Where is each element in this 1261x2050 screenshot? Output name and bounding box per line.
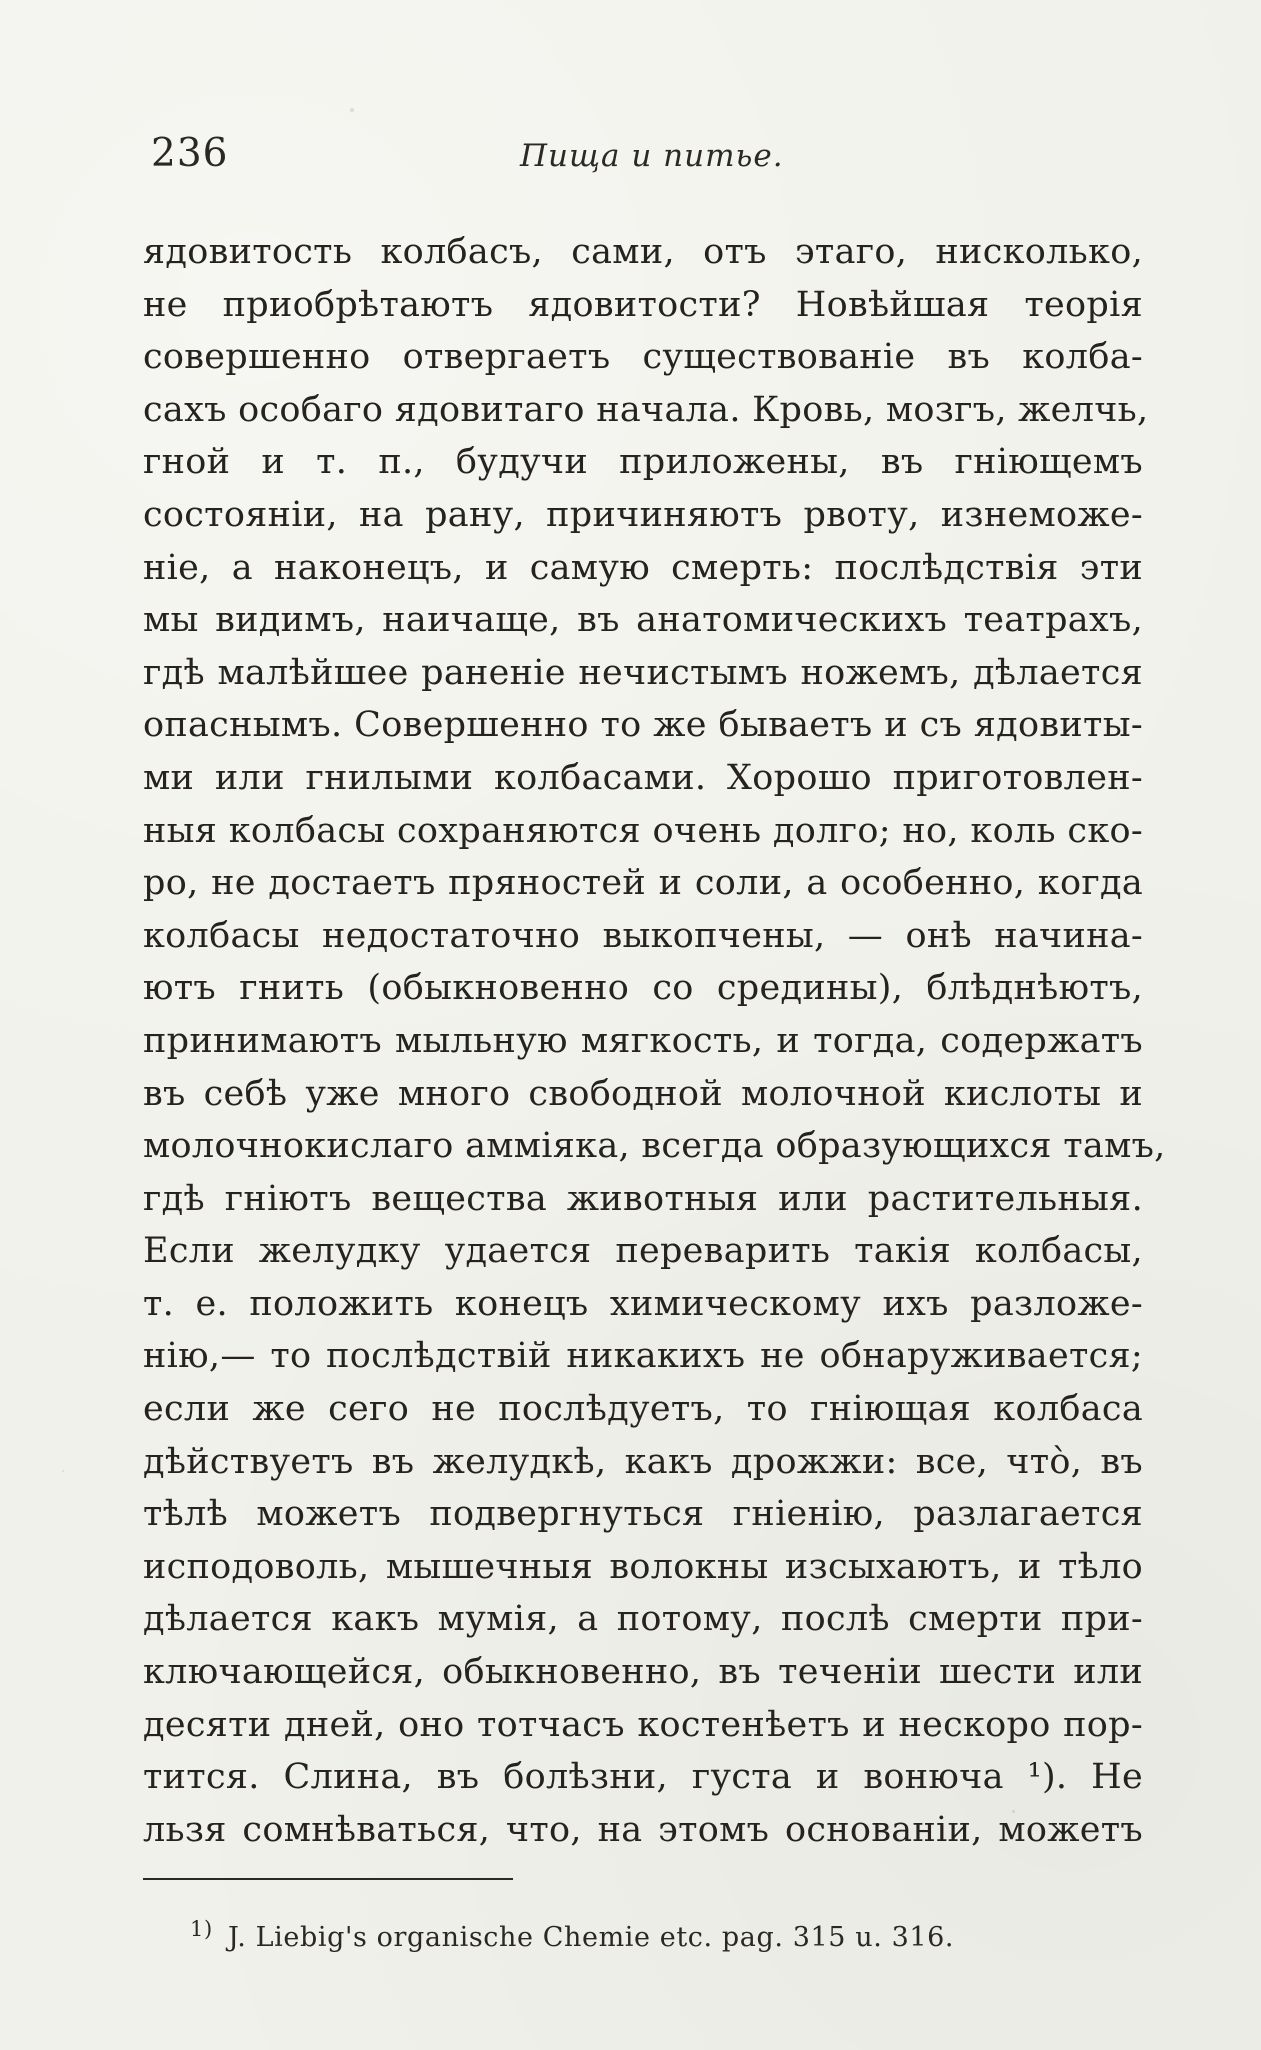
text-line: дѣйствуетъ въ желудкѣ, какъ дрожжи: все, что̀, въ	[143, 1441, 1143, 1482]
text-line: ютъ гнить (обыкновенно со средины), блѣднѣютъ,	[143, 968, 1143, 1009]
text-line: Если желудку удается переварить такія колбасы,	[143, 1231, 1143, 1272]
text-line: гдѣ гніютъ вещества животныя или растительныя.	[143, 1178, 1143, 1219]
text-line: исподоволь, мышечныя волокны изсыхаютъ, и тѣло	[143, 1546, 1143, 1587]
text-line: состояніи, на рану, причиняютъ рвоту, изнеможе-	[143, 494, 1143, 535]
running-head: Пища и питье.	[520, 138, 784, 174]
footnote-marker: 1)	[190, 1917, 213, 1941]
footnote-text: J. Liebig's organische Chemie etc. pag. 315 u. 316.	[227, 1922, 955, 1953]
footnote	[190, 1917, 954, 1953]
text-line: мы видимъ, наичаще, въ анатомическихъ театрахъ,	[143, 600, 1143, 641]
text-line: ро, не достаетъ пряностей и соли, а особенно, когда	[143, 863, 1143, 904]
text-line: совершенно отвергаетъ существованіе въ колба-	[143, 337, 1143, 378]
paper-speck	[350, 108, 354, 112]
text-line: тѣлѣ можетъ подвергнуться гніенію, разлагается	[143, 1494, 1143, 1535]
text-line: ми или гнилыми колбасами. Хорошо приготовлен-	[143, 757, 1143, 798]
text-line: тится. Слина, въ болѣзни, густа и вонюча ¹). Не	[143, 1757, 1143, 1798]
text-line: сахъ особаго ядовитаго начала. Кровь, мозгъ, желчь,	[143, 389, 1149, 430]
text-line: нію,— то послѣдствій никакихъ не обнаруживается;	[143, 1336, 1143, 1377]
text-line: колбасы недостаточно выкопчены, — онѣ начина-	[143, 915, 1143, 956]
text-line: принимаютъ мыльную мягкость, и тогда, содержатъ	[143, 1020, 1143, 1061]
text-line: въ себѣ уже много свободной молочной кислоты и	[143, 1073, 1143, 1114]
text-line: опаснымъ. Совершенно то же бываетъ и съ ядовиты-	[143, 705, 1143, 746]
main-paragraph	[143, 226, 1166, 1856]
text-line: десяти дней, оно тотчасъ костенѣетъ и нескоро пор-	[143, 1704, 1143, 1745]
text-line: т. е. положить конецъ химическому ихъ разложе-	[143, 1283, 1143, 1324]
text-line: льзя сомнѣваться, что, на этомъ основаніи, можетъ	[143, 1809, 1143, 1850]
paper-speck	[62, 1470, 64, 1472]
text-line: ключающейся, обыкновенно, въ теченіи шести или	[143, 1652, 1143, 1693]
text-line: дѣлается какъ мумія, а потому, послѣ смерти при-	[143, 1599, 1143, 1640]
text-line: ядовитость колбасъ, сами, отъ этаго, нисколько,	[143, 232, 1143, 272]
page-number: 236	[151, 131, 229, 176]
text-line: не приобрѣтаютъ ядовитости? Новѣйшая теорія	[143, 284, 1143, 325]
text-line: ныя колбасы сохраняются очень долго; но, коль ско-	[143, 810, 1143, 851]
text-line: гной и т. п., будучи приложены, въ гніющемъ	[143, 442, 1143, 483]
text-line: молочнокислаго аммiяка, всегда образующихся тамъ,	[143, 1126, 1166, 1167]
text-line: ніе, а наконецъ, и самую смерть: послѣдствія эти	[143, 547, 1143, 588]
footnote-separator	[143, 1878, 513, 1880]
text-line: если же сего не послѣдуетъ, то гніющая колбаса	[143, 1389, 1143, 1430]
text-line: гдѣ малѣйшее раненіе нечистымъ ножемъ, дѣлается	[143, 652, 1143, 693]
paper-speck	[1012, 1810, 1015, 1813]
